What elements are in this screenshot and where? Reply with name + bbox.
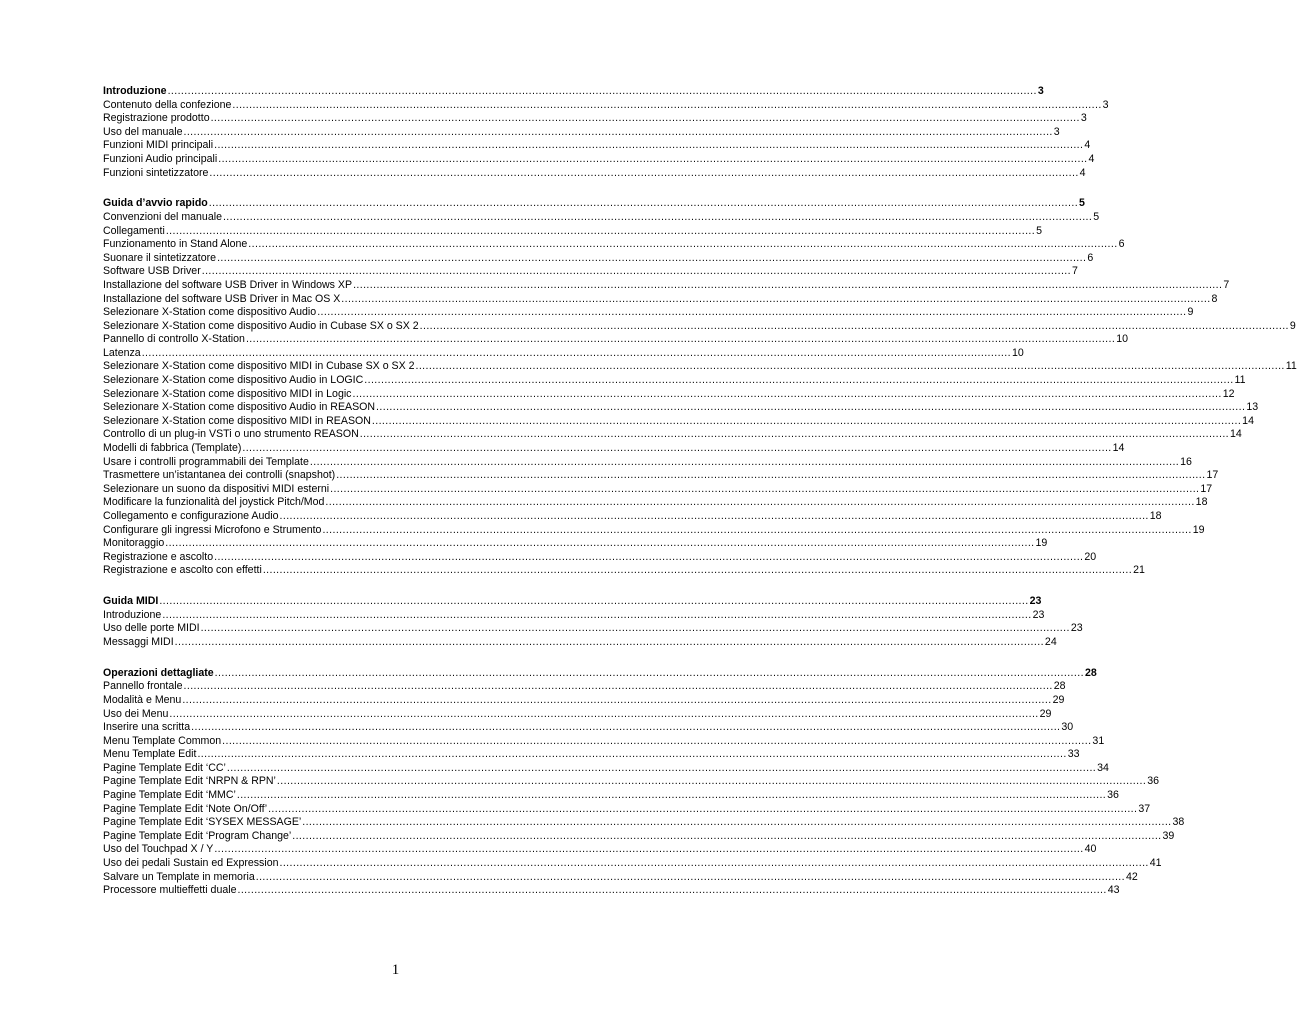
toc-entry[interactable] <box>103 152 1095 167</box>
dot-leader: .................................................................................................................................................................................................................................................................... <box>248 238 1118 251</box>
toc-section <box>103 666 1185 898</box>
toc-entry-title: Collegamento e configurazione Audio <box>103 510 279 522</box>
toc-entry-title: Selezionare X-Station come dispositivo Audio in REASON <box>103 401 376 414</box>
toc-entry-page-number: 38 <box>1172 816 1185 829</box>
toc-entry-page-number: 21 <box>1133 564 1145 577</box>
dot-leader: .................................................................................................................................................................................................................................................................... <box>415 360 1285 373</box>
toc-entry-page-number: 14 <box>1112 442 1125 455</box>
toc-section-heading[interactable] <box>103 197 1085 211</box>
toc-entry-page-number: 6 <box>1087 251 1094 264</box>
toc-entry-title: Installazione del software USB Driver in Windows XP <box>103 278 353 291</box>
toc-section <box>103 197 1297 578</box>
toc-entry-page-number: 10 <box>1011 346 1024 359</box>
toc-entry[interactable] <box>103 139 1091 153</box>
dot-leader: .................................................................................................................................................................................................................................................................... <box>214 139 1084 152</box>
toc-entry-page-number: 3 <box>1102 98 1109 111</box>
toc-section <box>103 595 1083 649</box>
toc-entry-page-number: 43 <box>1107 884 1120 897</box>
dot-leader: .................................................................................................................................................................................................................................................................... <box>276 775 1147 788</box>
toc-entry[interactable] <box>103 843 1097 857</box>
toc-entry-title: Suonare il sintetizzatore <box>103 251 217 264</box>
toc-entry[interactable] <box>103 428 1242 442</box>
toc-entry-title: Uso dei pedali Sustain ed Expression <box>103 857 279 870</box>
toc-entry-title: Pagine Template Edit ‘CC’ <box>103 761 226 774</box>
toc-entry-page-number: 36 <box>1147 775 1159 788</box>
dot-leader: .................................................................................................................................................................................................................................................................... <box>183 680 1053 693</box>
toc-entry-page-number: 5 <box>1093 210 1100 223</box>
toc-entry-title: Introduzione <box>103 608 162 621</box>
toc-entry-page-number: 13 <box>1246 401 1259 414</box>
toc-entry-page-number: 24 <box>1044 635 1057 648</box>
toc-entry-page-number: 10 <box>1116 333 1128 346</box>
toc-entry[interactable] <box>103 608 1045 623</box>
dot-leader: .................................................................................................................................................................................................................................................................... <box>222 734 1092 747</box>
toc-section-title: Introduzione <box>103 85 167 97</box>
toc-entry[interactable] <box>103 346 1024 361</box>
toc-entry-title: Collegamenti <box>103 224 165 237</box>
dot-leader: .................................................................................................................................................................................................................................................................... <box>268 802 1138 815</box>
toc-entry-title: Registrazione prodotto <box>103 112 210 125</box>
dot-leader: .................................................................................................................................................................................................................................................................... <box>255 870 1125 883</box>
toc-entry-title: Monitoraggio <box>103 537 165 550</box>
toc-entry-title: Pannello di controllo X-Station <box>103 333 245 346</box>
toc-entry[interactable] <box>103 734 1105 749</box>
toc-section-heading[interactable] <box>103 595 1042 609</box>
toc-entry-title: Salvare un Template in memoria <box>103 870 255 883</box>
toc-section-title: Guida d’avvio rapido <box>103 197 208 210</box>
toc-section <box>103 85 1109 180</box>
dot-leader: .................................................................................................................................................................................................................................................................... <box>167 85 1037 97</box>
toc-entry-page-number: 9 <box>1187 306 1194 319</box>
dot-leader: .................................................................................................................................................................................................................................................................... <box>336 469 1206 482</box>
toc-entry[interactable] <box>103 210 1100 225</box>
toc-entry[interactable] <box>103 693 1065 708</box>
toc-section-heading[interactable] <box>103 666 1097 681</box>
toc-entry-page-number: 33 <box>1067 748 1080 761</box>
dot-leader: .................................................................................................................................................................................................................................................................... <box>210 112 1080 125</box>
toc-entry-title: Modalità e Menu <box>103 693 182 706</box>
toc-entry-title: Pagine Template Edit ‘SYSEX MESSAGE’ <box>103 816 302 829</box>
toc-entry-title: Inserire una scritta <box>103 721 191 734</box>
toc-entry[interactable] <box>103 414 1254 429</box>
toc-entry-title: Selezionare X-Station come dispositivo Audio in LOGIC <box>103 374 364 387</box>
toc-entry-page-number: 7 <box>1223 278 1230 291</box>
toc-entry-title: Configurare gli ingressi Microfono e Strumento <box>103 523 322 536</box>
toc-entry-title: Selezionare X-Station come dispositivo Audio in Cubase SX o SX 2 <box>103 319 419 332</box>
toc-entry[interactable] <box>103 224 1043 239</box>
dot-leader: .................................................................................................................................................................................................................................................................... <box>226 761 1097 774</box>
toc-entry-title: Convenzioni del manuale <box>103 210 222 223</box>
toc-entry-title: Uso del Touchpad X / Y <box>103 843 214 856</box>
toc-entry[interactable] <box>103 816 1185 830</box>
dot-leader: .................................................................................................................................................................................................................................................................... <box>376 401 1246 414</box>
toc-entry-title: Funzioni Audio principali <box>103 152 218 165</box>
toc-entry[interactable] <box>103 469 1219 483</box>
dot-leader: .................................................................................................................................................................................................................................................................... <box>183 125 1053 138</box>
toc-entry-page-number: 31 <box>1092 734 1105 747</box>
dot-leader: .................................................................................................................................................................................................................................................................... <box>309 455 1180 468</box>
toc-entry-page-number: 5 <box>1036 224 1043 237</box>
dot-leader: .................................................................................................................................................................................................................................................................... <box>218 152 1088 165</box>
toc-section-title: Guida MIDI <box>103 595 159 608</box>
toc-entry-page-number: 18 <box>1149 510 1162 522</box>
dot-leader: .................................................................................................................................................................................................................................................................... <box>214 666 1084 679</box>
toc-entry-title: Contenuto della confezione <box>103 98 232 111</box>
toc-section-page-number: 5 <box>1079 197 1085 210</box>
dot-leader: .................................................................................................................................................................................................................................................................... <box>222 210 1093 223</box>
toc-entry-page-number: 37 <box>1138 802 1151 815</box>
dot-leader: .................................................................................................................................................................................................................................................................... <box>353 278 1223 291</box>
dot-leader: .................................................................................................................................................................................................................................................................... <box>201 265 1071 278</box>
toc-entry[interactable] <box>103 523 1205 538</box>
toc-entry[interactable] <box>103 748 1080 762</box>
dot-leader: .................................................................................................................................................................................................................................................................... <box>279 857 1149 870</box>
dot-leader: .................................................................................................................................................................................................................................................................... <box>341 292 1211 305</box>
dot-leader: .................................................................................................................................................................................................................................................................... <box>209 166 1079 179</box>
toc-entry-page-number: 41 <box>1149 857 1162 870</box>
toc-entry-page-number: 30 <box>1061 721 1074 734</box>
toc-entry-page-number: 28 <box>1053 680 1066 693</box>
dot-leader: .................................................................................................................................................................................................................................................................... <box>217 251 1087 264</box>
toc-entry[interactable] <box>103 857 1162 871</box>
toc-entry-title: Pannello frontale <box>103 680 183 693</box>
toc-entry-title: Menu Template Edit <box>103 748 197 761</box>
toc-entry-page-number: 6 <box>1118 238 1125 251</box>
toc-entry[interactable] <box>103 112 1087 126</box>
toc-entry[interactable] <box>103 292 1218 307</box>
toc-entry[interactable] <box>103 789 1119 803</box>
toc-entry[interactable] <box>103 680 1066 694</box>
toc-entry-title: Selezionare X-Station come dispositivo Audio <box>103 306 317 319</box>
toc-entry[interactable] <box>103 374 1246 388</box>
toc-entry[interactable] <box>103 721 1074 735</box>
toc-section-page-number: 28 <box>1084 666 1097 679</box>
toc-entry-title: Selezionare un suono da dispositivi MIDI esterni <box>103 482 330 495</box>
dot-leader: .................................................................................................................................................................................................................................................................... <box>214 550 1084 563</box>
toc-entry-page-number: 39 <box>1162 829 1175 842</box>
toc-section-heading[interactable] <box>103 85 1044 99</box>
dot-leader: .................................................................................................................................................................................................................................................................... <box>317 306 1187 319</box>
dot-leader: .................................................................................................................................................................................................................................................................... <box>302 816 1172 829</box>
toc-entry-title: Controllo di un plug-in VSTi o uno strumento REASON <box>103 428 359 441</box>
toc-entry[interactable] <box>103 482 1213 497</box>
dot-leader: .................................................................................................................................................................................................................................................................... <box>169 707 1039 720</box>
toc-entry[interactable] <box>103 125 1060 140</box>
toc-entry-title: Selezionare X-Station come dispositivo MIDI in Logic <box>103 387 352 400</box>
dot-leader: .................................................................................................................................................................................................................................................................... <box>159 595 1029 608</box>
toc-entry-page-number: 3 <box>1053 125 1060 138</box>
toc-entry-page-number: 19 <box>1035 537 1048 550</box>
toc-entry-title: Software USB Driver <box>103 265 201 278</box>
toc-entry-title: Funzioni MIDI principali <box>103 139 214 152</box>
toc-entry-page-number: 14 <box>1230 428 1242 441</box>
toc-entry-title: Uso del manuale <box>103 125 183 138</box>
toc-entry-page-number: 36 <box>1107 789 1119 802</box>
toc-entry-title: Usare i controlli programmabili dei Template <box>103 455 309 468</box>
toc-entry-title: Registrazione e ascolto con effetti <box>103 564 262 577</box>
toc-entry-page-number: 40 <box>1084 843 1097 856</box>
toc-entry[interactable] <box>103 238 1125 252</box>
toc-entry-page-number: 4 <box>1088 152 1095 165</box>
dot-leader: .................................................................................................................................................................................................................................................................... <box>174 635 1044 648</box>
toc-entry[interactable] <box>103 510 1162 524</box>
toc-entry-title: Modelli di fabbrica (Template) <box>103 442 242 455</box>
toc-entry[interactable] <box>103 455 1192 470</box>
table-of-contents <box>103 85 1297 915</box>
toc-entry-page-number: 7 <box>1072 265 1078 278</box>
toc-entry[interactable] <box>103 319 1296 334</box>
dot-leader: .................................................................................................................................................................................................................................................................... <box>242 442 1112 455</box>
toc-entry-page-number: 17 <box>1200 482 1213 495</box>
toc-entry-page-number: 34 <box>1097 761 1109 774</box>
toc-section-page-number: 23 <box>1029 595 1042 608</box>
dot-leader: .................................................................................................................................................................................................................................................................... <box>237 884 1107 897</box>
toc-entry-title: Selezionare X-Station come dispositivo MIDI in REASON <box>103 414 371 427</box>
dot-leader: .................................................................................................................................................................................................................................................................... <box>165 224 1036 237</box>
toc-entry[interactable] <box>103 761 1109 776</box>
toc-entry[interactable] <box>103 870 1138 885</box>
toc-entry-page-number: 23 <box>1070 622 1083 635</box>
toc-entry-title: Menu Template Common <box>103 734 222 747</box>
toc-entry-title: Pagine Template Edit ‘Program Change’ <box>103 829 292 842</box>
toc-entry[interactable] <box>103 537 1048 551</box>
dot-leader: .................................................................................................................................................................................................................................................................... <box>141 346 1011 359</box>
toc-section-title: Operazioni dettagliate <box>103 666 214 679</box>
dot-leader: .................................................................................................................................................................................................................................................................... <box>352 387 1222 400</box>
toc-entry-title: Trasmettere un’istantanea dei controlli (snapshot) <box>103 469 336 482</box>
toc-entry-page-number: 19 <box>1192 523 1205 536</box>
toc-entry-title: Selezionare X-Station come dispositivo MIDI in Cubase SX o SX 2 <box>103 360 415 373</box>
dot-leader: .................................................................................................................................................................................................................................................................... <box>208 197 1079 210</box>
toc-entry-title: Modificare la funzionalità del joystick Pitch/Mod <box>103 496 325 509</box>
toc-entry[interactable] <box>103 829 1175 844</box>
toc-entry-title: Uso delle porte MIDI <box>103 622 200 635</box>
toc-entry[interactable] <box>103 707 1052 722</box>
toc-entry-page-number: 3 <box>1080 112 1087 125</box>
toc-entry-title: Latenza <box>103 346 141 359</box>
toc-entry[interactable] <box>103 265 1078 279</box>
toc-entry[interactable] <box>103 98 1109 113</box>
toc-entry-title: Pagine Template Edit ‘NRPN & RPN’ <box>103 775 276 788</box>
dot-leader: .................................................................................................................................................................................................................................................................... <box>330 482 1200 495</box>
toc-entry-page-number: 42 <box>1126 870 1138 883</box>
toc-entry-page-number: 8 <box>1211 292 1218 305</box>
dot-leader: .................................................................................................................................................................................................................................................................... <box>182 693 1052 706</box>
dot-leader: .................................................................................................................................................................................................................................................................... <box>162 608 1032 621</box>
toc-entry[interactable] <box>103 564 1145 578</box>
toc-entry[interactable] <box>103 550 1097 565</box>
dot-leader: .................................................................................................................................................................................................................................................................... <box>325 496 1195 509</box>
toc-entry[interactable] <box>103 622 1083 636</box>
dot-leader: .................................................................................................................................................................................................................................................................... <box>165 537 1035 550</box>
toc-entry[interactable] <box>103 360 1297 374</box>
page-number: 1 <box>391 962 400 978</box>
toc-entry-title: Registrazione e ascolto <box>103 550 214 563</box>
toc-entry-title: Installazione del software USB Driver in Mac OS X <box>103 292 341 305</box>
toc-entry[interactable] <box>103 166 1086 181</box>
toc-entry-page-number: 29 <box>1039 707 1052 720</box>
toc-entry[interactable] <box>103 775 1159 789</box>
dot-leader: .................................................................................................................................................................................................................................................................... <box>236 789 1107 802</box>
dot-leader: .................................................................................................................................................................................................................................................................... <box>245 333 1116 346</box>
dot-leader: .................................................................................................................................................................................................................................................................... <box>359 428 1230 441</box>
dot-leader: .................................................................................................................................................................................................................................................................... <box>232 98 1102 111</box>
toc-entry[interactable] <box>103 884 1120 898</box>
dot-leader: .................................................................................................................................................................................................................................................................... <box>419 319 1289 332</box>
toc-entry-page-number: 18 <box>1195 496 1208 509</box>
toc-entry-title: Processore multieffetti duale <box>103 884 237 897</box>
toc-entry-page-number: 11 <box>1285 360 1297 373</box>
toc-entry[interactable] <box>103 635 1057 650</box>
toc-entry[interactable] <box>103 306 1194 320</box>
toc-entry[interactable] <box>103 802 1151 817</box>
dot-leader: .................................................................................................................................................................................................................................................................... <box>191 721 1061 734</box>
toc-entry-page-number: 17 <box>1206 469 1219 482</box>
toc-section-page-number: 3 <box>1037 85 1044 97</box>
toc-entry-page-number: 23 <box>1032 608 1045 621</box>
toc-entry-title: Funzioni sintetizzatore <box>103 166 209 179</box>
toc-entry-title: Funzionamento in Stand Alone <box>103 238 248 251</box>
toc-entry[interactable] <box>103 401 1259 415</box>
toc-entry-page-number: 12 <box>1222 387 1235 400</box>
dot-leader: .................................................................................................................................................................................................................................................................... <box>292 829 1162 842</box>
toc-entry-page-number: 29 <box>1052 693 1065 706</box>
toc-entry-title: Pagine Template Edit ‘MMC’ <box>103 789 236 802</box>
toc-entry-page-number: 9 <box>1289 319 1296 332</box>
toc-entry[interactable] <box>103 387 1235 402</box>
toc-entry-page-number: 11 <box>1234 374 1246 387</box>
dot-leader: .................................................................................................................................................................................................................................................................... <box>279 510 1149 522</box>
toc-entry-title: Uso dei Menu <box>103 707 169 720</box>
dot-leader: .................................................................................................................................................................................................................................................................... <box>322 523 1192 536</box>
dot-leader: .................................................................................................................................................................................................................................................................... <box>200 622 1070 635</box>
dot-leader: .................................................................................................................................................................................................................................................................... <box>214 843 1084 856</box>
toc-entry-page-number: 4 <box>1084 139 1091 152</box>
toc-entry[interactable] <box>103 333 1128 347</box>
toc-entry-page-number: 14 <box>1242 414 1254 427</box>
dot-leader: .................................................................................................................................................................................................................................................................... <box>197 748 1067 761</box>
toc-entry-title: Pagine Template Edit ‘Note On/Off’ <box>103 802 268 815</box>
toc-entry-title: Messaggi MIDI <box>103 635 174 648</box>
toc-entry-page-number: 20 <box>1084 550 1097 563</box>
toc-entry[interactable] <box>103 251 1094 266</box>
dot-leader: .................................................................................................................................................................................................................................................................... <box>364 374 1234 387</box>
toc-entry[interactable] <box>103 278 1230 293</box>
toc-entry-page-number: 16 <box>1180 455 1192 468</box>
toc-entry[interactable] <box>103 496 1208 510</box>
dot-leader: .................................................................................................................................................................................................................................................................... <box>371 414 1242 427</box>
dot-leader: .................................................................................................................................................................................................................................................................... <box>262 564 1133 577</box>
toc-entry-page-number: 4 <box>1079 166 1086 179</box>
toc-entry[interactable] <box>103 442 1125 456</box>
